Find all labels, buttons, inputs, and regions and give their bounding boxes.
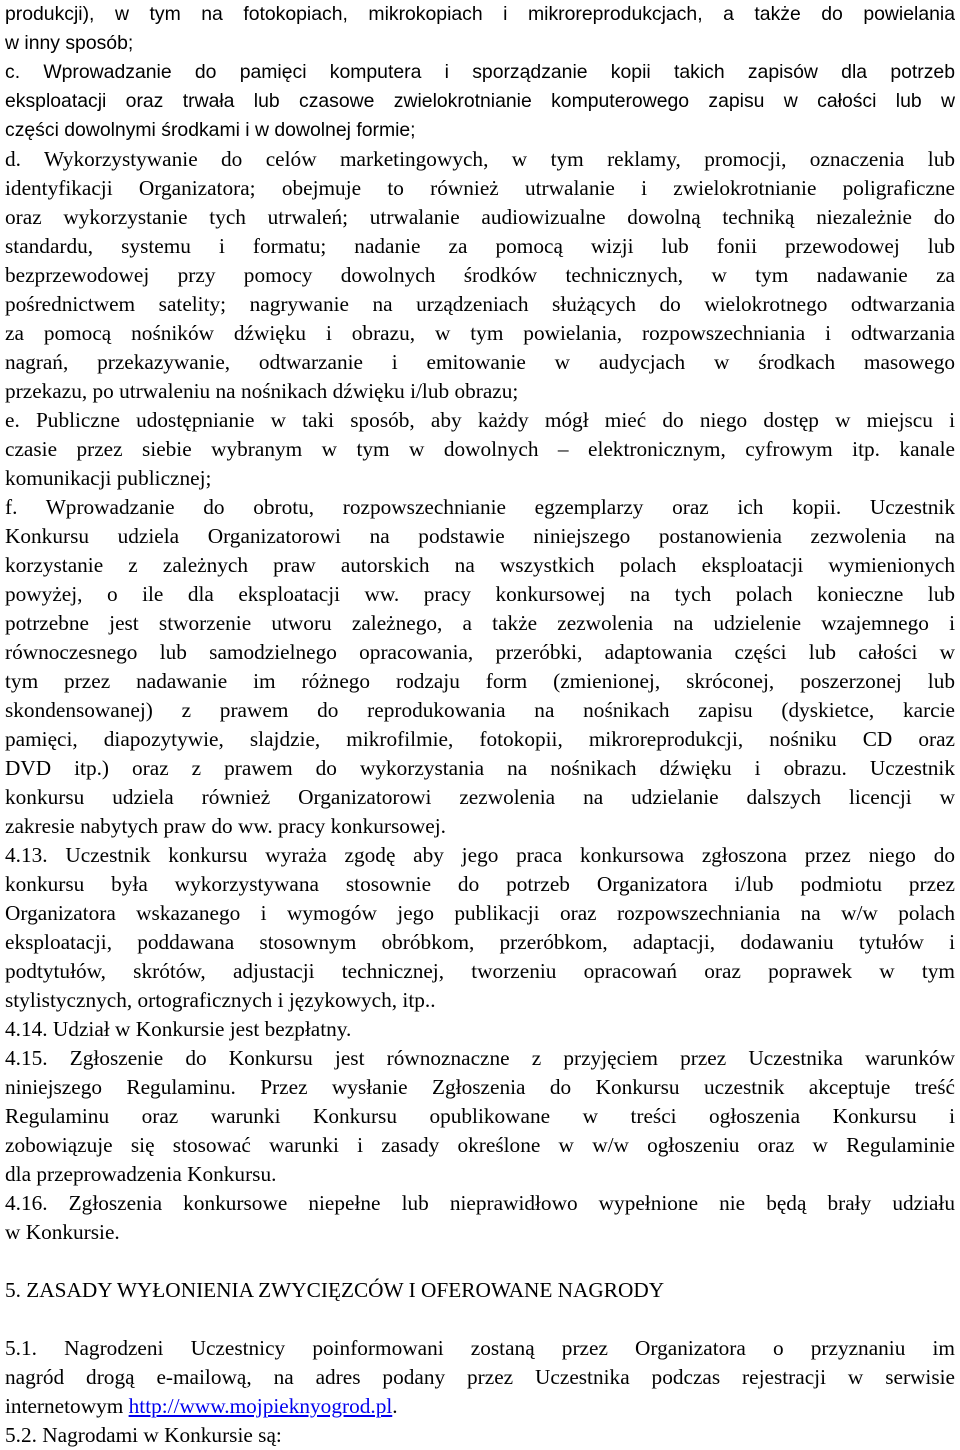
text-line: równoczesnego lub samodzielnego opracowania, przeróbki, adaptowania części lub całości w <box>5 640 955 664</box>
text-line: nagród drogą e-mailową, na adres podany przez Uczestnika podczas rejestracji w serwisie <box>5 1365 955 1389</box>
text-line: pamięci, diapozytywie, slajdzie, mikrofilmie, fotokopii, mikroreprodukcji, nośniku CD oraz <box>5 727 955 751</box>
text-line: w inny sposób; <box>5 32 134 54</box>
text-line-last: 5.2. Nagrodami w Konkursie są: <box>5 1423 282 1447</box>
text-line: części dowolnymi środkami i w dowolnej formie; <box>5 119 416 141</box>
text-line: przekazu, po utrwaleniu na nośnikach dźwięku i/lub obrazu; <box>5 379 519 403</box>
text-line: identyfikacji Organizatora; obejmuje to również utrwalanie i zwielokrotnianie poligraficzne <box>5 176 955 200</box>
text-line: f. Wprowadzanie do obrotu, rozpowszechnianie egzemplarzy oraz ich kopii. Uczestnik <box>5 495 955 519</box>
text-line: e. Publiczne udostępnianie w taki sposób, aby każdy mógł mieć do niego dostęp w miejscu i <box>5 408 955 432</box>
text-line: 4.13. Uczestnik konkursu wyraża zgodę aby jego praca konkursowa zgłoszona przez niego do <box>5 843 955 867</box>
text-line: Organizatora wskazanego i wymogów jego publikacji oraz rozpowszechniania na w/w polach <box>5 901 955 925</box>
website-link[interactable]: http://www.mojpieknyogrod.pl <box>128 1394 393 1418</box>
text-line: konkursu była wykorzystywana stosownie do potrzeb Organizatora i/lub podmiotu przez <box>5 872 955 896</box>
text-line: podtytułów, skrótów, adjustacji technicznej, tworzeniu opracowań oraz poprawek w tym <box>5 959 955 983</box>
text-line: d. Wykorzystywanie do celów marketingowych, w tym reklamy, promocji, oznaczenia lub <box>5 147 955 171</box>
text-line: eksploatacji oraz trwała lub czasowe zwielokrotnianie komputerowego zapisu w całości lub w <box>5 90 955 112</box>
text-line: Konkursu udziela Organizatorowi na podstawie niniejszego postanowienia zezwolenia na <box>5 524 955 548</box>
text-line: dla przeprowadzenia Konkursu. <box>5 1162 277 1186</box>
text-line: c. Wprowadzanie do pamięci komputera i sporządzanie kopii takich zapisów dla potrzeb <box>5 61 955 83</box>
text-line: zakresie nabytych praw do ww. pracy konkursowej. <box>5 814 446 838</box>
link-prefix: internetowym <box>5 1394 129 1418</box>
text-line: DVD itp.) oraz z prawem do wykorzystania na nośnikach dźwięku i obrazu. Uczestnik <box>5 756 955 780</box>
text-line: standardu, systemu i formatu; nadanie za pomocą wizji lub fonii przewodowej lub <box>5 234 955 258</box>
text-line: konkursu udziela również Organizatorowi zezwolenia na udzielanie dalszych licencji w <box>5 785 955 809</box>
text-line: komunikacji publicznej; <box>5 466 212 490</box>
text-line: 5.1. Nagrodzeni Uczestnicy poinformowani zostaną przez Organizatora o przyznaniu im <box>5 1336 955 1360</box>
text-line: 5. ZASADY WYŁONIENIA ZWYCIĘZCÓW I OFEROWANE NAGRODY <box>5 1278 665 1302</box>
text-line: oraz wykorzystanie tych utrwaleń; utrwalanie audiowizualne dowolną techniką niezależnie do <box>5 205 955 229</box>
text-line: 4.14. Udział w Konkursie jest bezpłatny. <box>5 1017 352 1041</box>
text-line: eksploatacji, poddawana stosownym obróbkom, przeróbkom, adaptacji, dodawaniu tytułów i <box>5 930 955 954</box>
text-line: zobowiązuje się stosować warunki i zasady określone w w/w ogłoszeniu oraz w Regulaminie <box>5 1133 955 1157</box>
document-page <box>5 0 955 1450</box>
blank-line <box>5 1247 955 1276</box>
text-line: niniejszego Regulaminu. Przez wysłanie Zgłoszenia do Konkursu uczestnik akceptuje treść <box>5 1075 955 1099</box>
text-line: bezprzewodowej przy pomocy dowolnych środków technicznych, w tym nadawanie za <box>5 263 955 287</box>
text-line: 4.16. Zgłoszenia konkursowe niepełne lub nieprawidłowo wypełnione nie będą brały udziału <box>5 1191 955 1215</box>
text-line: 4.15. Zgłoszenie do Konkursu jest równoznaczne z przyjęciem przez Uczestnika warunków <box>5 1046 955 1070</box>
text-line: w Konkursie. <box>5 1220 120 1244</box>
text-line: skondensowanej) z prawem do reprodukowania na nośnikach zapisu (dyskietce, karcie <box>5 698 955 722</box>
text-line: powyżej, o ile dla eksploatacji ww. pracy konkursowej na tych polach konieczne lub <box>5 582 955 606</box>
document-body <box>5 0 955 1392</box>
text-line: Regulaminu oraz warunki Konkursu opublikowane w treści ogłoszenia Konkursu i <box>5 1104 955 1128</box>
text-line: korzystanie z zależnych praw autorskich na wszystkich polach eksploatacji wymienionych <box>5 553 955 577</box>
blank-line <box>5 1305 955 1334</box>
text-line: czasie przez siebie wybranym w tym w dowolnych – elektronicznym, cyfrowym itp. kanale <box>5 437 955 461</box>
text-line: pośrednictwem satelity; nagrywanie na urządzeniach służących do wielokrotnego odtwarzania <box>5 292 955 316</box>
text-line-link <box>5 1392 955 1421</box>
link-suffix: . <box>392 1394 398 1418</box>
text-line: potrzebne jest stworzenie utworu zależnego, a także zezwolenia na udzielenie wzajemnego i <box>5 611 955 635</box>
text-line: tym przez nadawanie im różnego rodzaju form (zmienionej, skróconej, poszerzonej lub <box>5 669 955 693</box>
text-line: produkcji), w tym na fotokopiach, mikrokopiach i mikroreprodukcjach, a także do powielania <box>5 3 955 25</box>
text-line: nagrań, przekazywanie, odtwarzanie i emitowanie w audycjach w środkach masowego <box>5 350 955 374</box>
text-line: za pomocą nośników dźwięku i obrazu, w tym powielania, rozpowszechniania i odtwarzania <box>5 321 955 345</box>
text-line: stylistycznych, ortograficznych i językowych, itp.. <box>5 988 436 1012</box>
